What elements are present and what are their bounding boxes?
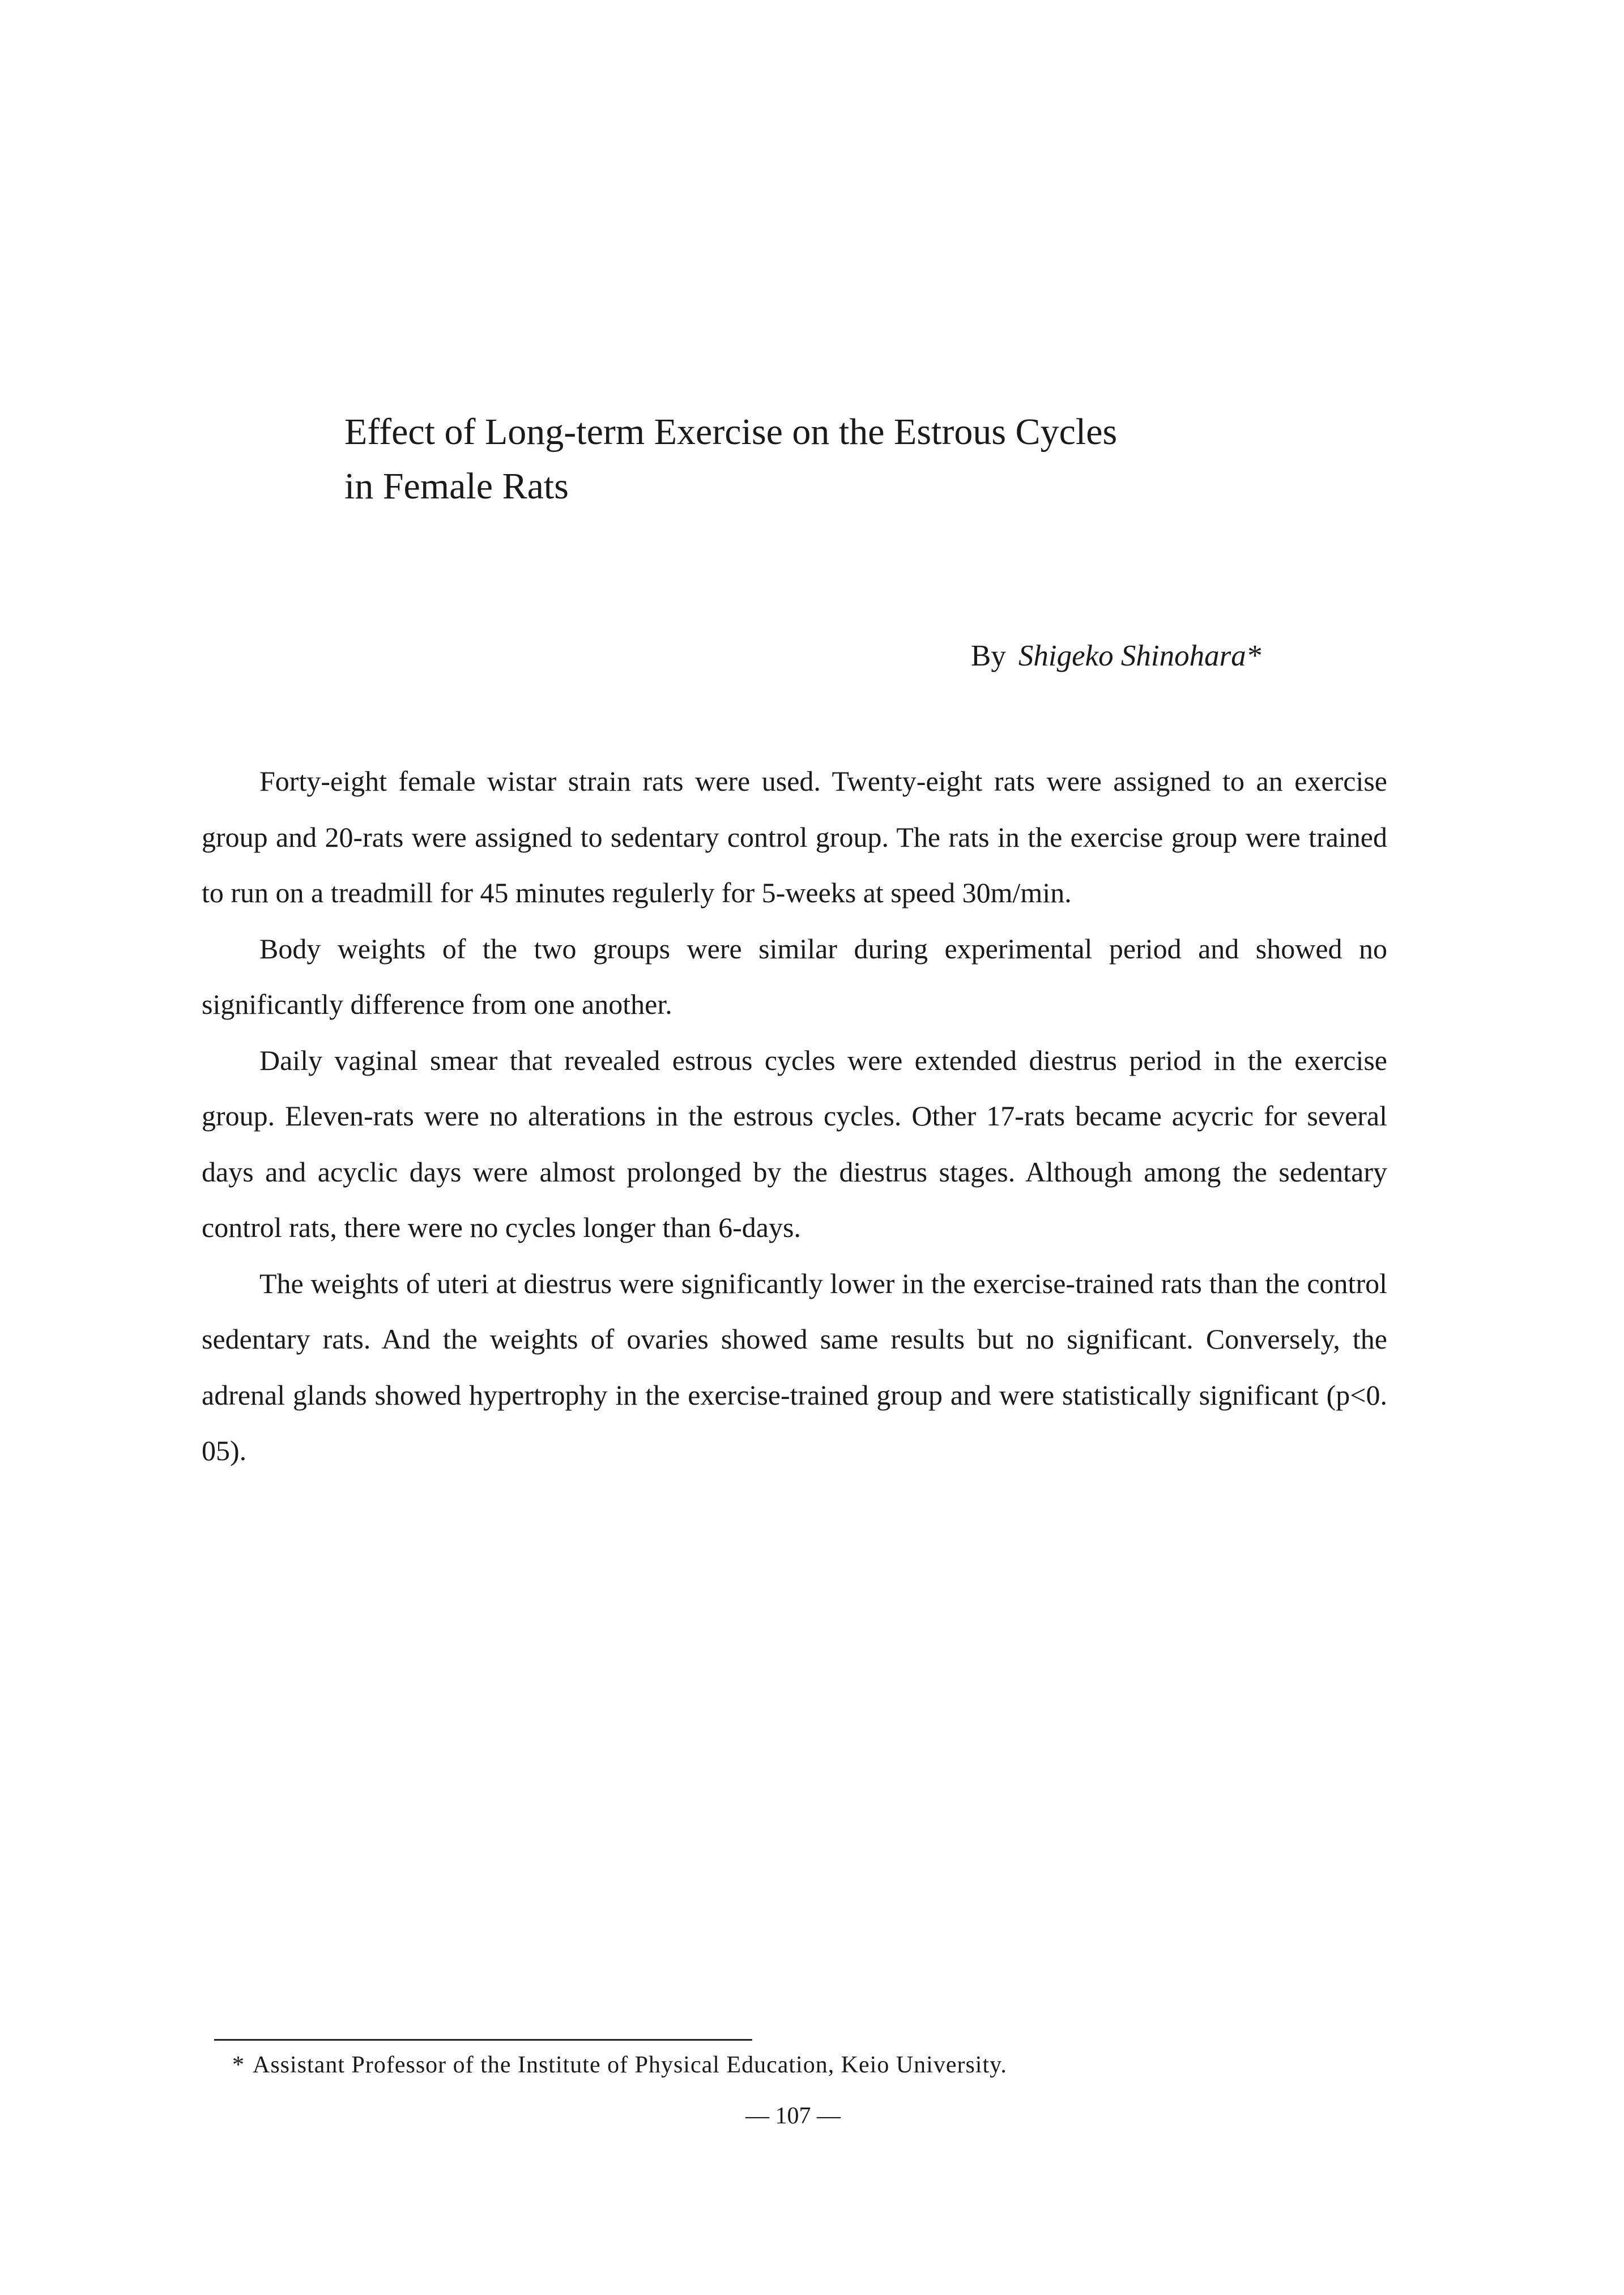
footnote (232, 2051, 1007, 2079)
abstract-paragraph-3: Daily vaginal smear that revealed estrous cycles were extended diestrus period in the exercise group. Eleven-rats were no alterations in the estrous cycles. Other 17-rats became acycric for several days and acyclic days were almost prolonged by the diestrus stages. Although among the sedentary control rats, there were no cycles longer than 6-days. (202, 1044, 1387, 1243)
page-number: — 107 — (745, 2103, 841, 2129)
paper-title (344, 405, 1364, 514)
abstract-paragraph-1: Forty-eight female wistar strain rats were used. Twenty-eight rats were assigned to an exercise group and 20-rats were assigned to sedentary control group. The rats in the exercise group were trained to run on a treadmill for 45 minutes regulerly for 5-weeks at speed 30m/min. (202, 765, 1387, 908)
abstract-paragraph-4: The weights of uteri at diestrus were significantly lower in the exercise-trained rats than the control sedentary rats. And the weights of ovaries showed same results but no significant. Conversely, the adrenal glands showed hypertrophy in the exercise-trained group and were statistically significant (p<0. 05). (202, 1267, 1387, 1466)
footnote-text: Assistant Professor of the Institute of Physical Education, Keio University. (253, 2052, 1007, 2078)
footnote-mark: * (232, 2052, 245, 2078)
abstract (202, 753, 1387, 1479)
abstract-paragraph-2: Body weights of the two groups were similar during experimental period and showed no significantly difference from one another. (202, 932, 1387, 1020)
byline (971, 639, 1261, 673)
footnote-divider (214, 2039, 752, 2041)
title-line-2: in Female Rats (344, 466, 569, 507)
title-line-1: Effect of Long-term Exercise on the Estrous Cycles (344, 411, 1118, 453)
byline-prefix: By (971, 639, 1006, 672)
author-name: Shigeko Shinohara* (1018, 639, 1261, 672)
